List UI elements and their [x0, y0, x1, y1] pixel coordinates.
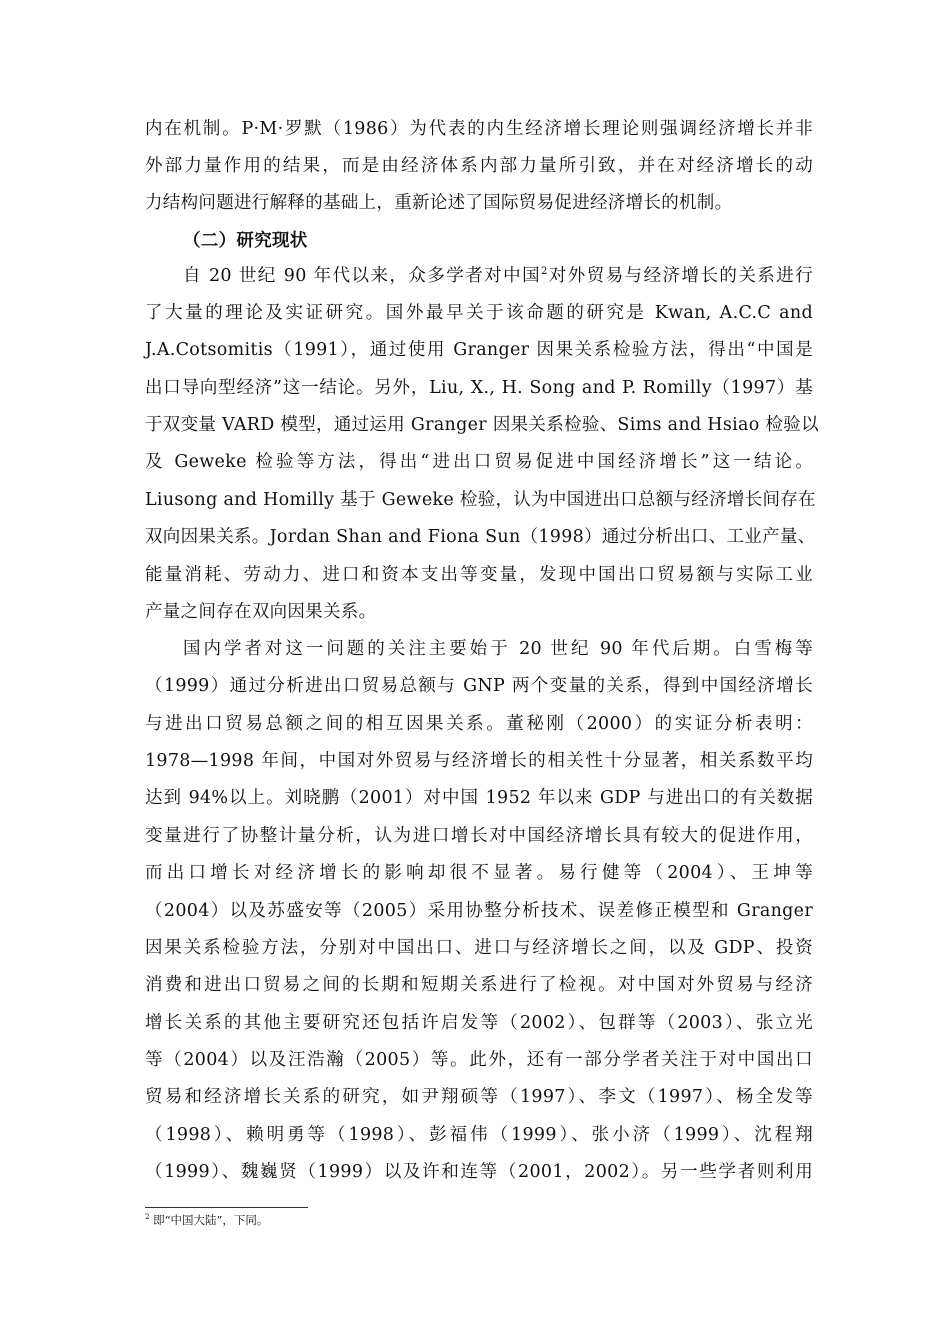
body-text-line: 了大量的理论及实证研究。国外最早关于该命题的研究是 Kwan, A.C.C and	[145, 303, 813, 323]
body-text-line: 变量进行了协整计量分析，认为进口增长对中国经济增长具有较大的促进作用，	[145, 826, 813, 846]
body-text-line: 国内学者对这一问题的关注主要始于 20 世纪 90 年代后期。白雪梅等	[183, 639, 813, 659]
body-text-line: 消费和进出口贸易之间的长期和短期关系进行了检视。对中国对外贸易与经济	[145, 975, 813, 995]
body-text-line: 达到 94%以上。刘晓鹏（2001）对中国 1952 年以来 GDP 与进出口的有关数据	[145, 788, 813, 808]
body-text-line: J.A.Cotsomitis（1991），通过使用 Granger 因果关系检验方法，得出“中国是	[145, 340, 813, 360]
body-text-line: 于双变量 VARD 模型，通过运用 Granger 因果关系检验、Sims and Hsiao 检验以	[145, 415, 819, 435]
footnote	[145, 1213, 268, 1227]
body-text-line: （1998）、赖明勇等（1998）、彭福伟（1999）、张小济（1999）、沈程翔	[145, 1125, 813, 1145]
body-text-line: 1978—1998 年间，中国对外贸易与经济增长的相关性十分显著，相关系数平均	[145, 751, 813, 771]
body-text-line: 而出口增长对经济增长的影响却很不显著。易行健等（2004）、王坤等	[145, 863, 813, 883]
body-text-line: 因果关系检验方法，分别对中国出口、进口与经济增长之间，以及 GDP、投资	[145, 938, 813, 958]
section-heading: （二）研究现状	[183, 231, 308, 251]
body-text-line: 贸易和经济增长关系的研究，如尹翔硕等（1997）、李文（1997）、杨全发等	[145, 1087, 813, 1107]
body-text-line: 增长关系的其他主要研究还包括许启发等（2002）、包群等（2003）、张立光	[145, 1013, 813, 1033]
footnote-separator	[145, 1207, 308, 1208]
body-text-line: 力结构问题进行解释的基础上，重新论述了国际贸易促进经济增长的机制。	[145, 193, 733, 213]
body-text-line: Liusong and Homilly 基于 Geweke 检验，认为中国进出口总额与经济增长间存在	[145, 490, 816, 510]
body-text-segment: 自 20 世纪 90 年代以来，众多学者对中国	[183, 266, 542, 286]
body-text-line: 及 Geweke 检验等方法，得出“进出口贸易促进中国经济增长”这一结论。	[145, 452, 813, 472]
body-text-line: 能量消耗、劳动力、进口和资本支出等变量，发现中国出口贸易额与实际工业	[145, 565, 813, 585]
body-text-line: 外部力量作用的结果，而是由经济体系内部力量所引致，并在对经济增长的动	[145, 156, 813, 176]
body-text-line: 内在机制。P·M·罗默（1986）为代表的内生经济增长理论则强调经济增长并非	[145, 119, 813, 139]
body-text-line	[183, 264, 813, 288]
body-text-line: 等（2004）以及汪浩瀚（2005）等。此外，还有一部分学者关注于对中国出口	[145, 1050, 813, 1070]
body-text-line: 产量之间存在双向因果关系。	[145, 602, 377, 622]
footnote-text: 即“中国大陆”，下同。	[149, 1213, 269, 1227]
body-text-line: （1999）、魏巍贤（1999）以及许和连等（2001，2002）。另一些学者则利用	[145, 1162, 813, 1182]
body-text-line: 与进出口贸易总额之间的相互因果关系。董秘刚（2000）的实证分析表明：	[145, 714, 813, 734]
footnote-reference: 2	[541, 266, 548, 278]
body-text-line: 出口导向型经济”这一结论。另外，Liu, X., H. Song and P. Romilly（1997）基	[145, 378, 813, 398]
footnote-mark: 2	[145, 1213, 150, 1222]
body-text-line: （2004）以及苏盛安等（2005）采用协整分析技术、误差修正模型和 Granger	[145, 901, 813, 921]
body-text-line: 双向因果关系。Jordan Shan and Fiona Sun（1998）通过分析出口、工业产量、	[145, 527, 816, 547]
body-text-segment: 对外贸易与经济增长的关系进行	[547, 266, 813, 286]
body-text-line: （1999）通过分析进出口贸易总额与 GNP 两个变量的关系，得到中国经济增长	[145, 676, 813, 696]
